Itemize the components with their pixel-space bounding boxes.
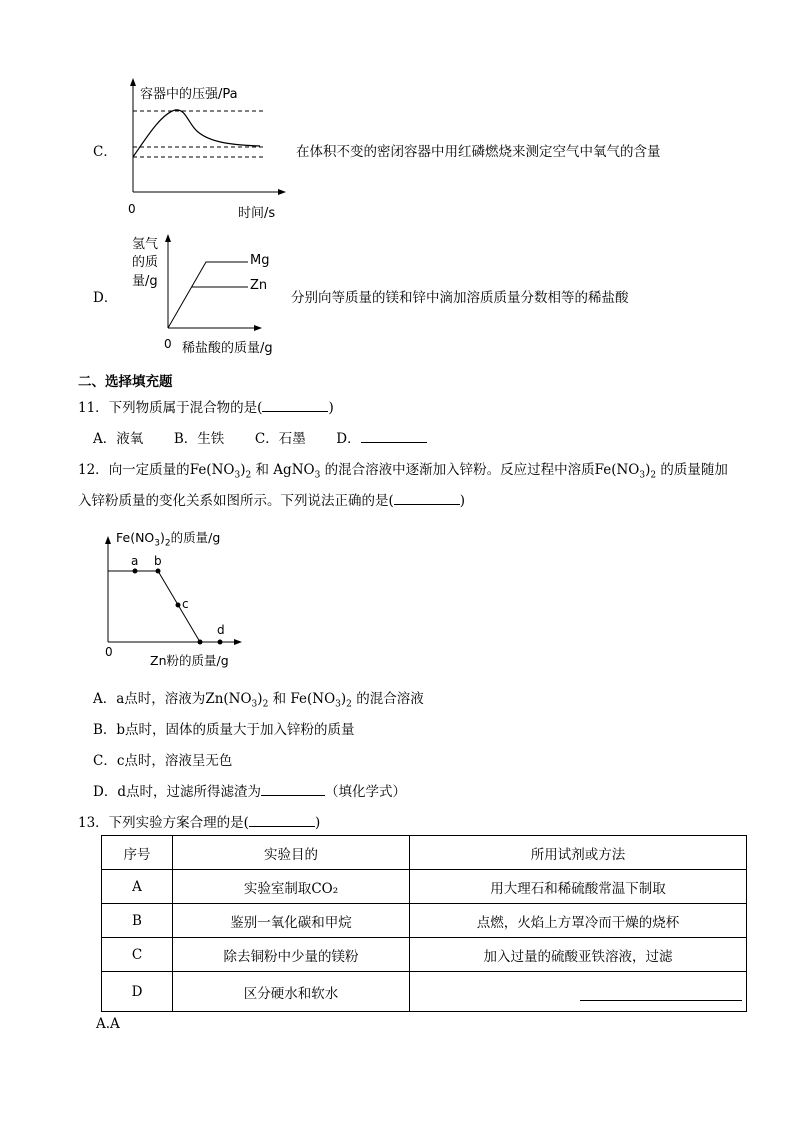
graph-c-xlabel: 时间/s xyxy=(238,206,276,221)
q12-d-blank[interactable] xyxy=(261,783,325,796)
q13-answer: A.A xyxy=(96,1016,120,1032)
graph-c-origin: 0 xyxy=(128,202,136,216)
graph-c-description: 在体积不变的密闭容器中用红磷燃烧来测定空气中氧气的含量 xyxy=(296,144,661,160)
table-row xyxy=(102,870,747,904)
q12-answer-blank[interactable] xyxy=(394,492,460,505)
row-c-index: C xyxy=(102,938,173,972)
row-b-method: 点燃，火焰上方罩冷而干燥的烧杯 xyxy=(410,904,747,938)
table-header-row xyxy=(102,836,747,870)
q11-option-c: C．石墨 xyxy=(254,431,306,447)
fe-no3-mass-graph xyxy=(100,534,250,649)
row-d-method-blank[interactable] xyxy=(580,988,742,1001)
q12-graph-origin: 0 xyxy=(105,645,113,659)
point-a xyxy=(133,569,138,574)
point-origin-zero xyxy=(198,640,203,645)
point-d-label: d xyxy=(217,623,225,637)
row-d-method xyxy=(410,972,747,1012)
point-c-label: c xyxy=(182,597,189,611)
point-a-label: a xyxy=(131,554,139,568)
table-row xyxy=(102,972,747,1012)
graph-d-xlabel: 稀盐酸的质量/g xyxy=(182,341,273,356)
table-row xyxy=(102,904,747,938)
q12-line1: 12．向一定质量的$Fe(NO_3)_2$ 和 AgNO$_3$ 的混合溶液中逐渐加入锌粉。反应过程中溶质$Fe(NO_3)_2$ 的质量随加 xyxy=(78,462,728,481)
row-a-purpose: 实验室制取CO₂ xyxy=(173,870,410,904)
q11-answer-blank[interactable] xyxy=(262,399,328,412)
graph-d-description: 分别向等质量的镁和锌中滴加溶质质量分数相等的稀盐酸 xyxy=(291,290,629,306)
row-c-method: 加入过量的硫酸亚铁溶液，过滤 xyxy=(410,938,747,972)
mg-line xyxy=(168,262,248,328)
header-purpose: 实验目的 xyxy=(173,836,410,870)
q12-option-b: B．b点时，固体的质量大于加入锌粉的质量 xyxy=(93,722,355,738)
q12-option-d: D．d点时，过滤所得滤渣为 （填化学式） xyxy=(93,784,406,800)
graph-d-origin: 0 xyxy=(164,337,172,351)
row-b-index: B xyxy=(102,904,173,938)
q11-option-d: D． xyxy=(336,431,361,447)
fe-no3-line xyxy=(108,571,222,642)
pressure-curve xyxy=(133,110,260,157)
row-c-purpose: 除去铜粉中少量的镁粉 xyxy=(173,938,410,972)
q12-option-a: A．a点时，溶液为$Zn(NO_3)_2$ 和 $Fe(NO_3)_2$ 的混合溶液 xyxy=(93,691,424,710)
option-d-label: D． xyxy=(93,290,118,306)
row-d-index: D xyxy=(102,972,173,1012)
row-b-purpose: 鉴别一氧化碳和甲烷 xyxy=(173,904,410,938)
row-d-purpose: 区分硬水和软水 xyxy=(173,972,410,1012)
q13-stem: 13．下列实验方案合理的是( ) xyxy=(78,815,321,831)
graph-d-ylabel-1: 氢气 xyxy=(132,237,159,252)
section-title: 二、选择填充题 xyxy=(78,374,173,390)
header-method: 所用试剂或方法 xyxy=(410,836,747,870)
point-b xyxy=(156,569,161,574)
series-mg: Mg xyxy=(250,253,270,268)
point-d xyxy=(218,640,223,645)
q12-graph-ylabel: $Fe(NO_3)_2$的质量/g xyxy=(116,530,221,549)
row-a-method: 用大理石和稀硫酸常温下制取 xyxy=(410,870,747,904)
header-index: 序号 xyxy=(102,836,173,870)
option-c-label: C． xyxy=(93,144,117,160)
q12-option-c: C．c点时，溶液呈无色 xyxy=(93,753,233,769)
point-b-label: b xyxy=(154,554,162,568)
q12-line2: 入锌粉质量的变化关系如图所示。下列说法正确的是( ) xyxy=(78,493,466,509)
q11-option-a: A．液氧 xyxy=(93,431,144,447)
series-zn: Zn xyxy=(250,278,268,293)
point-c xyxy=(176,603,181,608)
q11-d-blank[interactable] xyxy=(361,430,427,443)
q13-answer-blank[interactable] xyxy=(249,814,315,827)
graph-c-ylabel: 容器中的压强/Pa xyxy=(140,87,238,102)
q12-graph-xlabel: Zn粉的质量/g xyxy=(150,653,229,668)
graph-d-ylabel-3: 量/g xyxy=(132,274,158,289)
table-row xyxy=(102,938,747,972)
q11-options xyxy=(93,427,427,447)
q11-option-b: B．生铁 xyxy=(173,431,225,447)
q11-stem: 11．下列物质属于混合物的是( ) xyxy=(78,400,334,416)
graph-d-ylabel-2: 的质 xyxy=(132,255,159,270)
row-a-index: A xyxy=(102,870,173,904)
q13-table xyxy=(101,835,747,1012)
